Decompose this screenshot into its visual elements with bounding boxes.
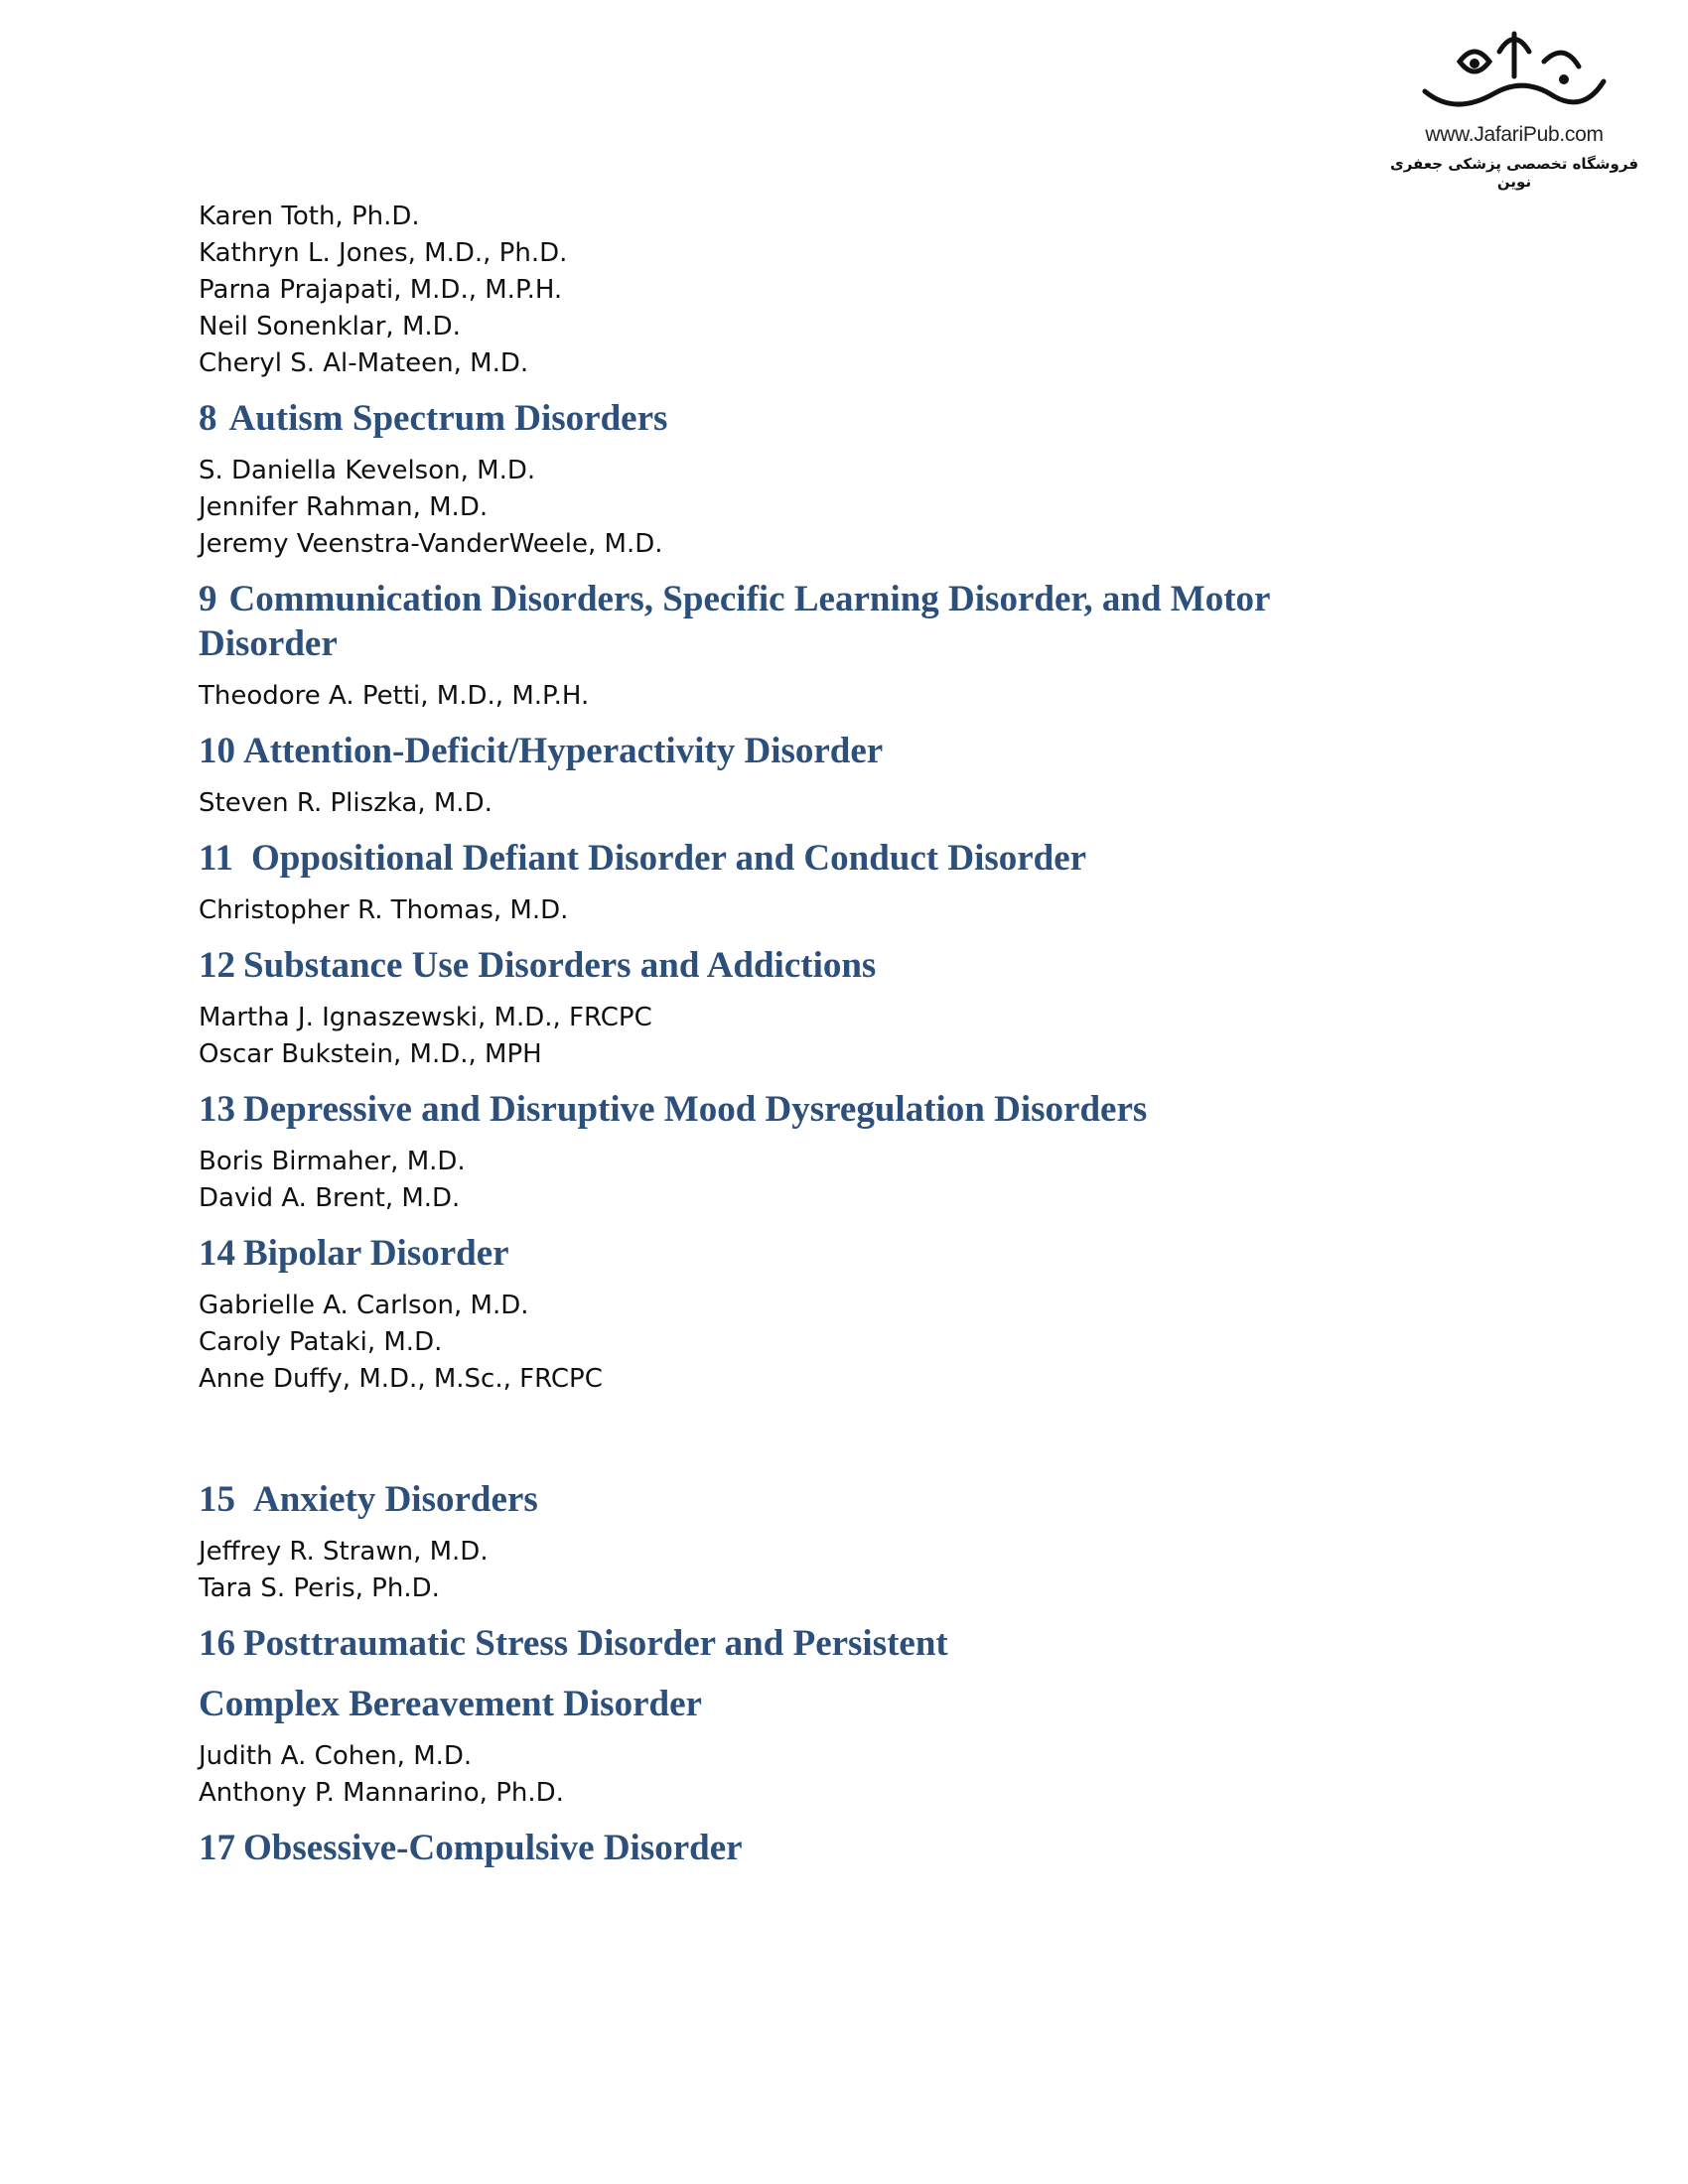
chapter-author-list xyxy=(199,1144,1440,1217)
chapter-number: 15 xyxy=(199,1479,235,1520)
chapter-heading[interactable] xyxy=(199,836,1440,881)
author-name: Neil Sonenklar, M.D. xyxy=(199,312,461,341)
author-name: Jeremy Veenstra-VanderWeele, M.D. xyxy=(199,529,663,559)
chapter-author-list xyxy=(199,892,1440,929)
chapter-heading[interactable] xyxy=(199,729,1440,773)
chapter-title: Autism Spectrum Disorders xyxy=(228,398,668,439)
chapter-number: 16 xyxy=(199,1623,235,1664)
author-name: Judith A. Cohen, M.D. xyxy=(199,1741,473,1771)
chapter-title: Substance Use Disorders and Addictions xyxy=(243,945,877,986)
author-name: Martha J. Ignaszewski, M.D., FRCPC xyxy=(199,1003,652,1032)
chapter-author-list xyxy=(199,1000,1440,1073)
author-name: Theodore A. Petti, M.D., M.P.H. xyxy=(199,681,590,711)
chapter-heading[interactable] xyxy=(199,1826,1440,1870)
chapter-author-list xyxy=(199,1738,1440,1812)
chapter-title: Bipolar Disorder xyxy=(243,1233,509,1274)
chapter-author-list xyxy=(199,785,1440,822)
author-name: Christopher R. Thomas, M.D. xyxy=(199,895,569,925)
chapter-title: Anxiety Disorders xyxy=(253,1479,538,1520)
chapter-title-line-1: Posttraumatic Stress Disorder and Persistent xyxy=(243,1623,948,1664)
chapter-author-list xyxy=(199,1534,1440,1607)
chapter-heading[interactable] xyxy=(199,1477,1440,1522)
chapter-heading[interactable] xyxy=(199,577,1340,666)
chapter-number: 9 xyxy=(199,579,217,619)
author-name: David A. Brent, M.D. xyxy=(199,1183,461,1213)
chapter-number: 14 xyxy=(199,1233,235,1274)
author-name: Anne Duffy, M.D., M.Sc., FRCPC xyxy=(199,1364,603,1394)
chapter-author-list xyxy=(199,453,1440,563)
author-name: Oscar Bukstein, M.D., MPH xyxy=(199,1039,542,1069)
chapter-title: Depressive and Disruptive Mood Dysregulation Disorders xyxy=(243,1089,1148,1130)
chapter-author-list xyxy=(199,1288,1440,1398)
author-name: Tara S. Peris, Ph.D. xyxy=(199,1573,440,1603)
chapter-number: 12 xyxy=(199,945,235,986)
chapter-number: 13 xyxy=(199,1089,235,1130)
author-name: Jennifer Rahman, M.D. xyxy=(199,492,489,522)
chapter-heading[interactable] xyxy=(199,396,1440,441)
author-name: Cheryl S. Al-Mateen, M.D. xyxy=(199,348,529,378)
chapter-title: Communication Disorders, Specific Learning Disorder, and Motor Disorder xyxy=(199,579,1270,664)
author-name: Jeffrey R. Strawn, M.D. xyxy=(199,1537,489,1567)
publisher-logo xyxy=(1385,22,1643,191)
chapter-number: 11 xyxy=(199,838,233,879)
author-name: Kathryn L. Jones, M.D., Ph.D. xyxy=(199,238,568,268)
chapter-title-line-2: Complex Bereavement Disorder xyxy=(199,1684,702,1724)
publisher-logo-icon xyxy=(1415,22,1614,121)
author-name: Anthony P. Mannarino, Ph.D. xyxy=(199,1778,564,1808)
toc-content xyxy=(199,199,1440,1870)
chapter-number: 10 xyxy=(199,731,235,771)
chapter-author-list xyxy=(199,678,1440,715)
publisher-url[interactable]: www.JafariPub.com xyxy=(1425,123,1604,146)
chapter-heading-continued[interactable] xyxy=(199,1682,1440,1726)
intro-author-list xyxy=(199,199,1440,382)
author-name: S. Daniella Kevelson, M.D. xyxy=(199,456,536,485)
chapter-number: 8 xyxy=(199,398,217,439)
author-name: Parna Prajapati, M.D., M.P.H. xyxy=(199,275,563,305)
chapter-title: Obsessive-Compulsive Disorder xyxy=(243,1828,743,1868)
chapter-heading[interactable] xyxy=(199,1087,1440,1132)
chapter-heading[interactable] xyxy=(199,943,1440,988)
author-name: Gabrielle A. Carlson, M.D. xyxy=(199,1291,529,1320)
chapter-title: Attention-Deficit/Hyperactivity Disorder xyxy=(243,731,884,771)
publisher-tagline: فروشگاه تخصصی پزشکی جعفری نوین xyxy=(1389,155,1639,191)
author-name: Steven R. Pliszka, M.D. xyxy=(199,788,492,818)
chapter-title: Oppositional Defiant Disorder and Conduct Disorder xyxy=(250,838,1087,879)
chapter-heading[interactable] xyxy=(199,1231,1440,1276)
chapter-number: 17 xyxy=(199,1828,235,1868)
chapter-heading[interactable] xyxy=(199,1621,1440,1666)
author-name: Caroly Pataki, M.D. xyxy=(199,1327,443,1357)
author-name: Karen Toth, Ph.D. xyxy=(199,202,420,231)
author-name: Boris Birmaher, M.D. xyxy=(199,1147,466,1176)
